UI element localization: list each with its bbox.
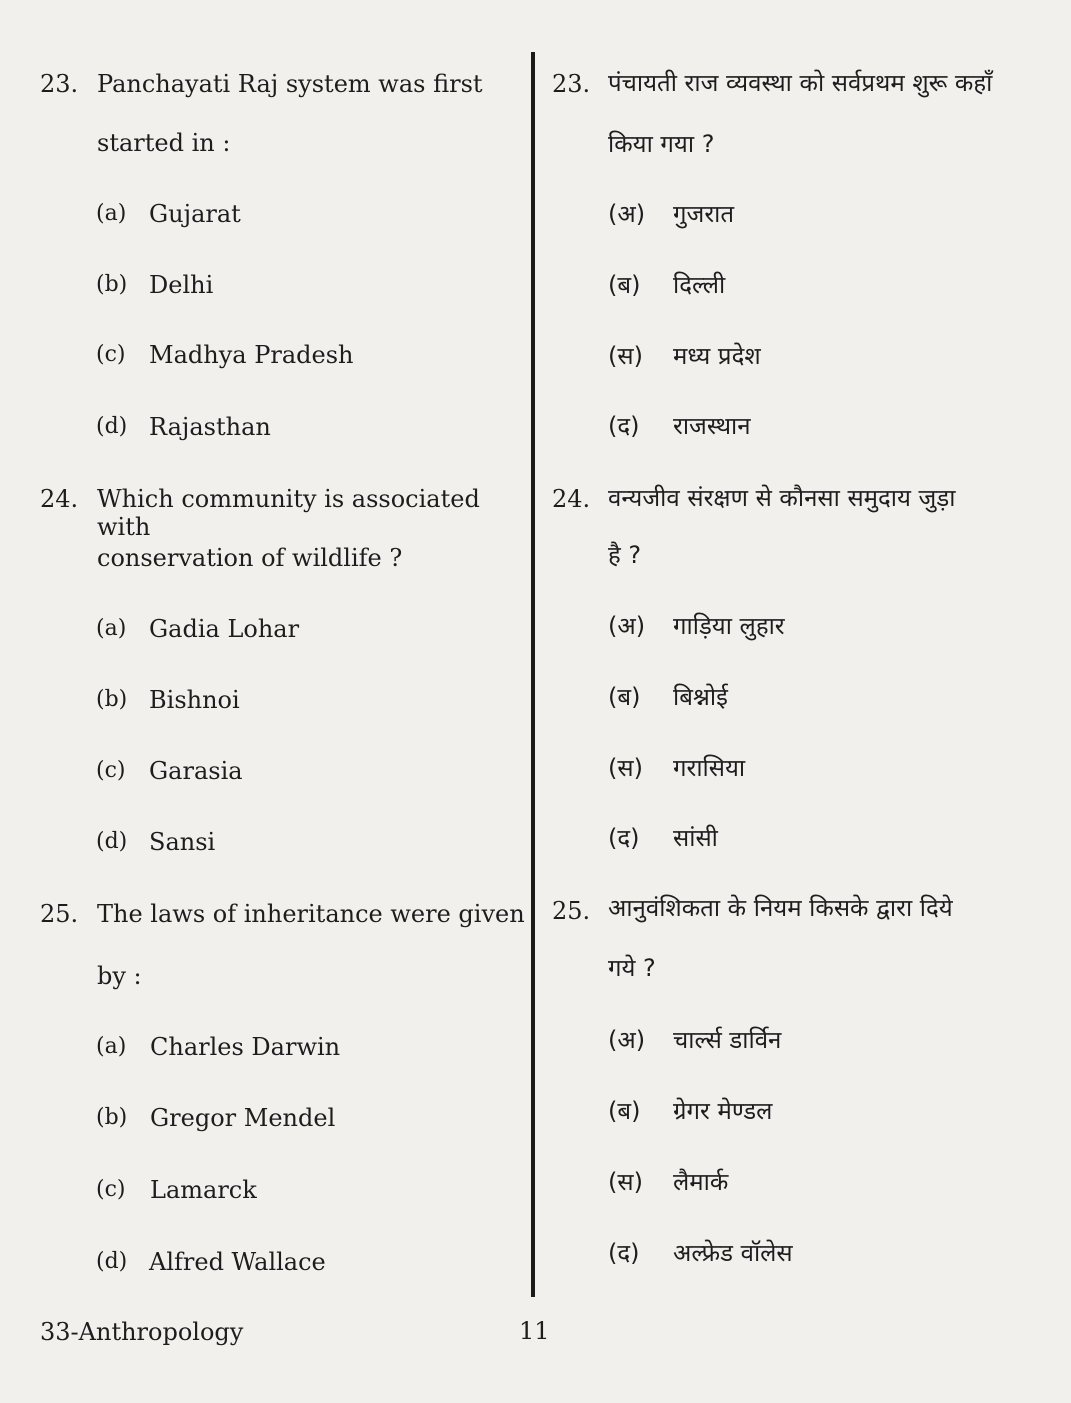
option-d-text: Rajasthan bbox=[149, 413, 271, 441]
option-c-label: (स) bbox=[608, 754, 643, 782]
option-a-text: Gadia Lohar bbox=[149, 615, 300, 643]
option-c-label: (स) bbox=[608, 1168, 643, 1196]
question-number: 24. bbox=[40, 485, 79, 513]
option-d-text: राजस्थान bbox=[673, 412, 751, 440]
option-c-text: गरासिया bbox=[673, 754, 746, 782]
option-c-text: मध्य प्रदेश bbox=[673, 342, 761, 370]
option-c-label: (c) bbox=[96, 1177, 126, 1202]
option-d-label: (द) bbox=[608, 412, 640, 440]
option-a-label: (a) bbox=[96, 1034, 127, 1059]
question-text-line2: है ? bbox=[608, 541, 642, 569]
option-a-text: चार्ल्स डार्विन bbox=[673, 1026, 782, 1054]
option-a-label: (a) bbox=[96, 616, 127, 641]
option-d-label: (द) bbox=[608, 824, 640, 852]
english-column bbox=[0, 0, 531, 1403]
question-text-line2: conservation of wildlife ? bbox=[97, 544, 403, 572]
footer-subject: 33-Anthropology bbox=[40, 1318, 244, 1346]
option-b-text: ग्रेगर मेण्डल bbox=[673, 1097, 773, 1125]
question-text-line1: Panchayati Raj system was first bbox=[97, 70, 483, 98]
option-b-text: दिल्ली bbox=[673, 271, 726, 299]
option-b-text: Bishnoi bbox=[149, 686, 240, 714]
option-d-text: Sansi bbox=[149, 828, 216, 856]
question-number: 23. bbox=[40, 70, 79, 98]
option-a-text: Charles Darwin bbox=[150, 1033, 341, 1061]
option-a-text: Gujarat bbox=[149, 200, 241, 228]
option-b-label: (ब) bbox=[608, 271, 641, 299]
option-c-label: (c) bbox=[96, 758, 126, 783]
option-b-text: Gregor Mendel bbox=[150, 1104, 336, 1132]
option-b-label: (b) bbox=[96, 272, 128, 297]
option-b-label: (b) bbox=[96, 1105, 128, 1130]
hindi-column bbox=[535, 0, 1071, 1403]
option-b-text: Delhi bbox=[149, 271, 214, 299]
option-d-text: सांसी bbox=[673, 824, 718, 852]
option-b-label: (b) bbox=[96, 687, 128, 712]
question-text-line1: आनुवंशिकता के नियम किसके द्वारा दिये bbox=[608, 894, 953, 922]
option-c-label: (c) bbox=[96, 342, 126, 367]
option-a-label: (अ) bbox=[608, 200, 646, 228]
question-text-line1: वन्यजीव संरक्षण से कौनसा समुदाय जुड़ा bbox=[608, 484, 956, 512]
question-text-line1: The laws of inheritance were given bbox=[97, 900, 525, 928]
option-c-text: Lamarck bbox=[150, 1176, 257, 1204]
question-number: 25. bbox=[552, 897, 591, 925]
page-number: 11 bbox=[519, 1317, 550, 1345]
question-text-line2: started in : bbox=[97, 129, 231, 157]
question-text-line1: पंचायती राज व्यवस्था को सर्वप्रथम शुरू कहाँ bbox=[608, 69, 993, 97]
option-d-label: (द) bbox=[608, 1239, 640, 1267]
option-d-label: (d) bbox=[96, 829, 128, 854]
option-c-text: Garasia bbox=[149, 757, 243, 785]
question-number: 23. bbox=[552, 70, 591, 98]
option-a-label: (a) bbox=[96, 201, 127, 226]
question-text-line2: किया गया ? bbox=[608, 130, 715, 158]
option-a-text: गुजरात bbox=[673, 200, 735, 228]
option-a-label: (अ) bbox=[608, 612, 646, 640]
option-a-text: गाड़िया लुहार bbox=[673, 612, 785, 640]
question-number: 25. bbox=[40, 900, 79, 928]
option-d-text: अल्फ्रेड वॉलेस bbox=[673, 1239, 793, 1267]
option-a-label: (अ) bbox=[608, 1026, 646, 1054]
question-number: 24. bbox=[552, 485, 591, 513]
option-b-text: बिश्नोई bbox=[673, 683, 728, 711]
option-b-label: (ब) bbox=[608, 683, 641, 711]
question-text-line2: by : bbox=[97, 962, 142, 990]
option-c-text: लैमार्क bbox=[673, 1168, 729, 1196]
question-text-line2: गये ? bbox=[608, 954, 656, 982]
option-d-text: Alfred Wallace bbox=[149, 1248, 326, 1276]
option-d-label: (d) bbox=[96, 1249, 128, 1274]
option-d-label: (d) bbox=[96, 414, 128, 439]
option-c-label: (स) bbox=[608, 342, 643, 370]
question-text-line1: Which community is associated with bbox=[97, 485, 480, 541]
option-c-text: Madhya Pradesh bbox=[149, 341, 354, 369]
option-b-label: (ब) bbox=[608, 1097, 641, 1125]
